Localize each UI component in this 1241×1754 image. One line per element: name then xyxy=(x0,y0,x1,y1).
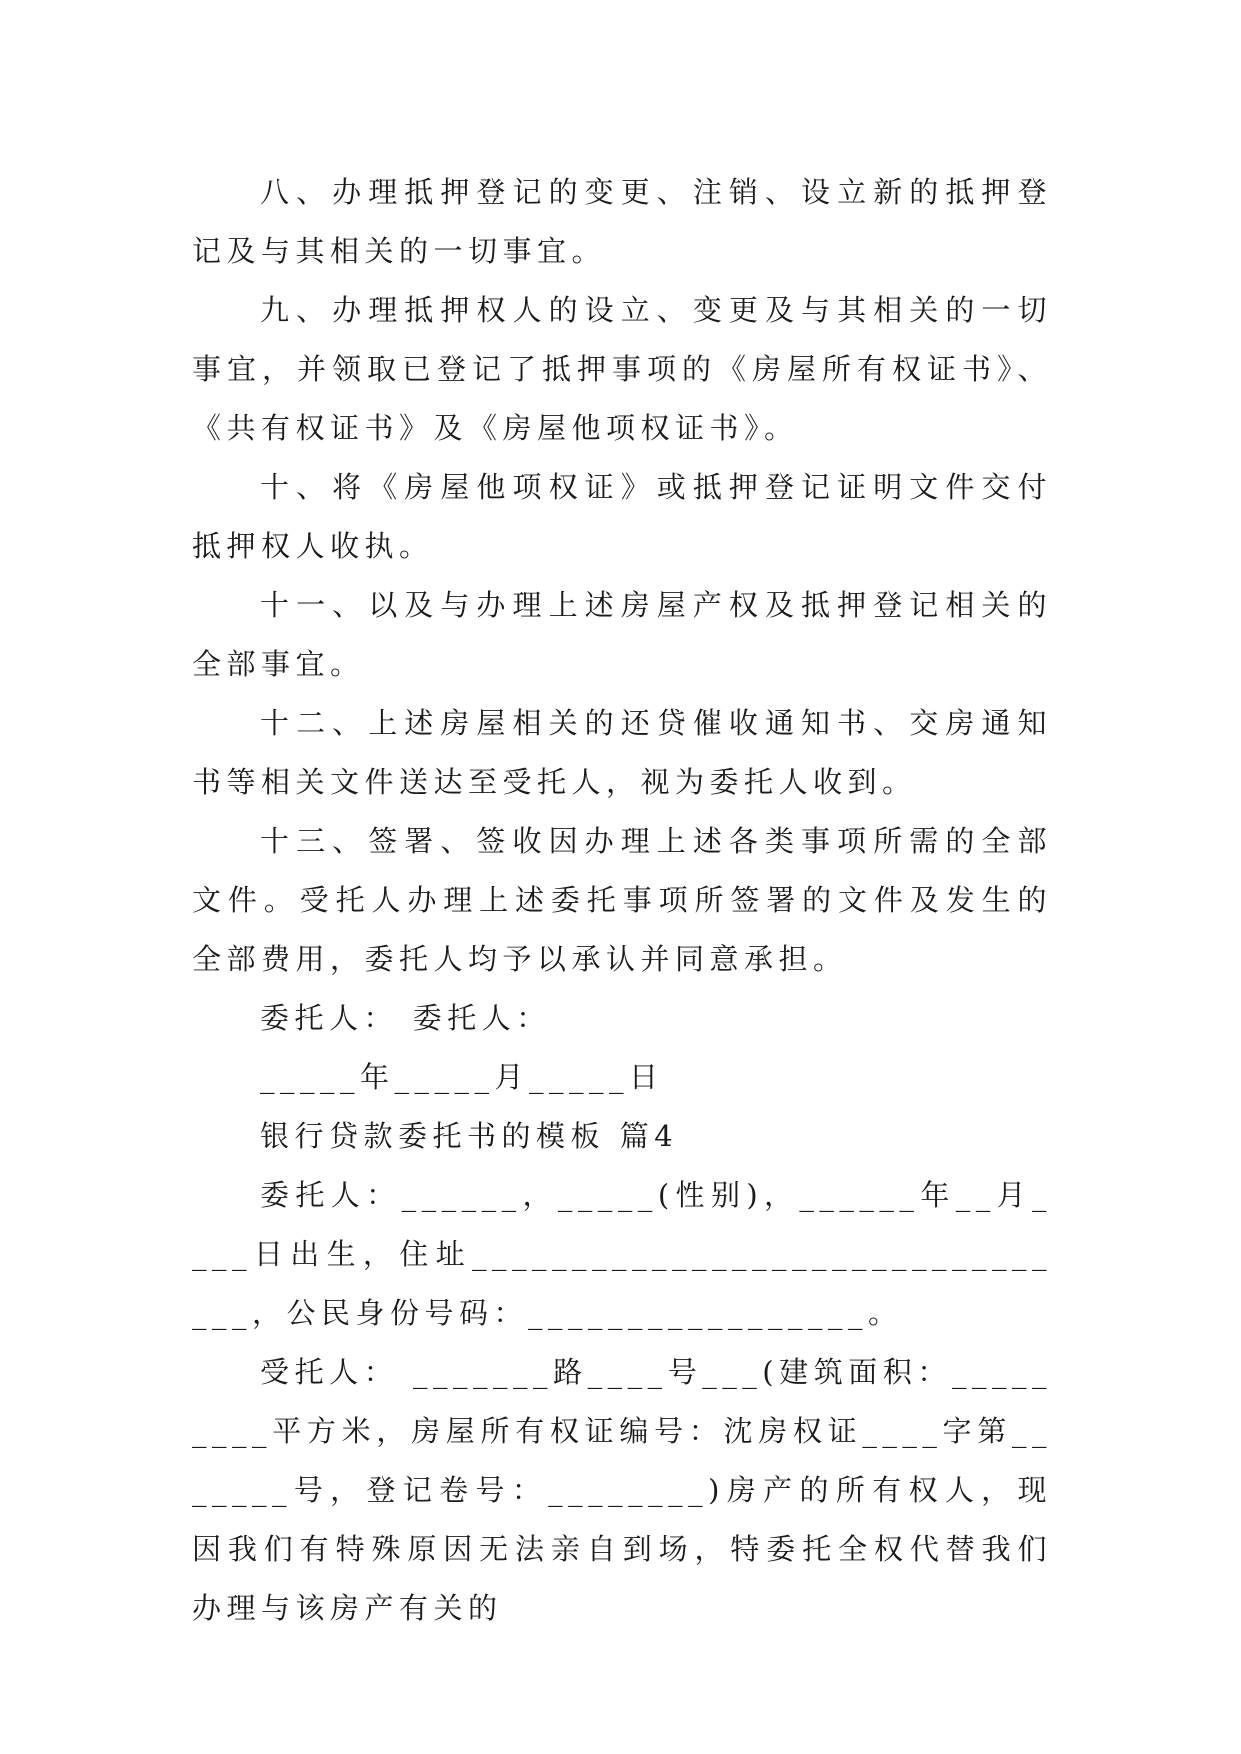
clause-13: 十三、签署、签收因办理上述各类事项所需的全部文件。受托人办理上述委托事项所签署的文件及发生的全部费用，委托人均予以承认并同意承担。 xyxy=(192,824,1052,976)
agent-info: 受托人： _______路____号___(建筑面积：_________平方米，房屋所有权证编号：沈房权证____字第_______号，登记卷号：________)房产的所有权人，现因我们有特殊原因无法亲自到场，特委托全权代替我们办理与该房产有关的 xyxy=(192,1355,1052,1625)
clause-11: 十一、以及与办理上述房屋产权及抵押登记相关的全部事宜。 xyxy=(192,588,1052,681)
signature-line: 委托人： 委托人： xyxy=(260,1001,551,1035)
principal-info: 委托人：______，_____(性别)，______年__月____日出生，住址________________________________，公民身份号码：_________________。 xyxy=(192,1178,1052,1330)
clause-9: 九、办理抵押权人的设立、变更及与其相关的一切事宜，并领取已登记了抵押事项的《房屋所有权证书》、《共有权证书》及《房屋他项权证书》。 xyxy=(192,293,1052,445)
date-line: _____年_____月_____日 xyxy=(260,1060,664,1094)
clause-10: 十、将《房屋他项权证》或抵押登记证明文件交付抵押权人收执。 xyxy=(192,470,1052,563)
section-heading: 银行贷款委托书的模板 篇4 xyxy=(260,1119,679,1153)
clause-12: 十二、上述房屋相关的还贷催收通知书、交房通知书等相关文件送达至受托人，视为委托人收到。 xyxy=(192,706,1052,799)
clause-8: 八、办理抵押登记的变更、注销、设立新的抵押登记及与其相关的一切事宜。 xyxy=(192,175,1052,268)
document-body xyxy=(192,163,1052,1638)
